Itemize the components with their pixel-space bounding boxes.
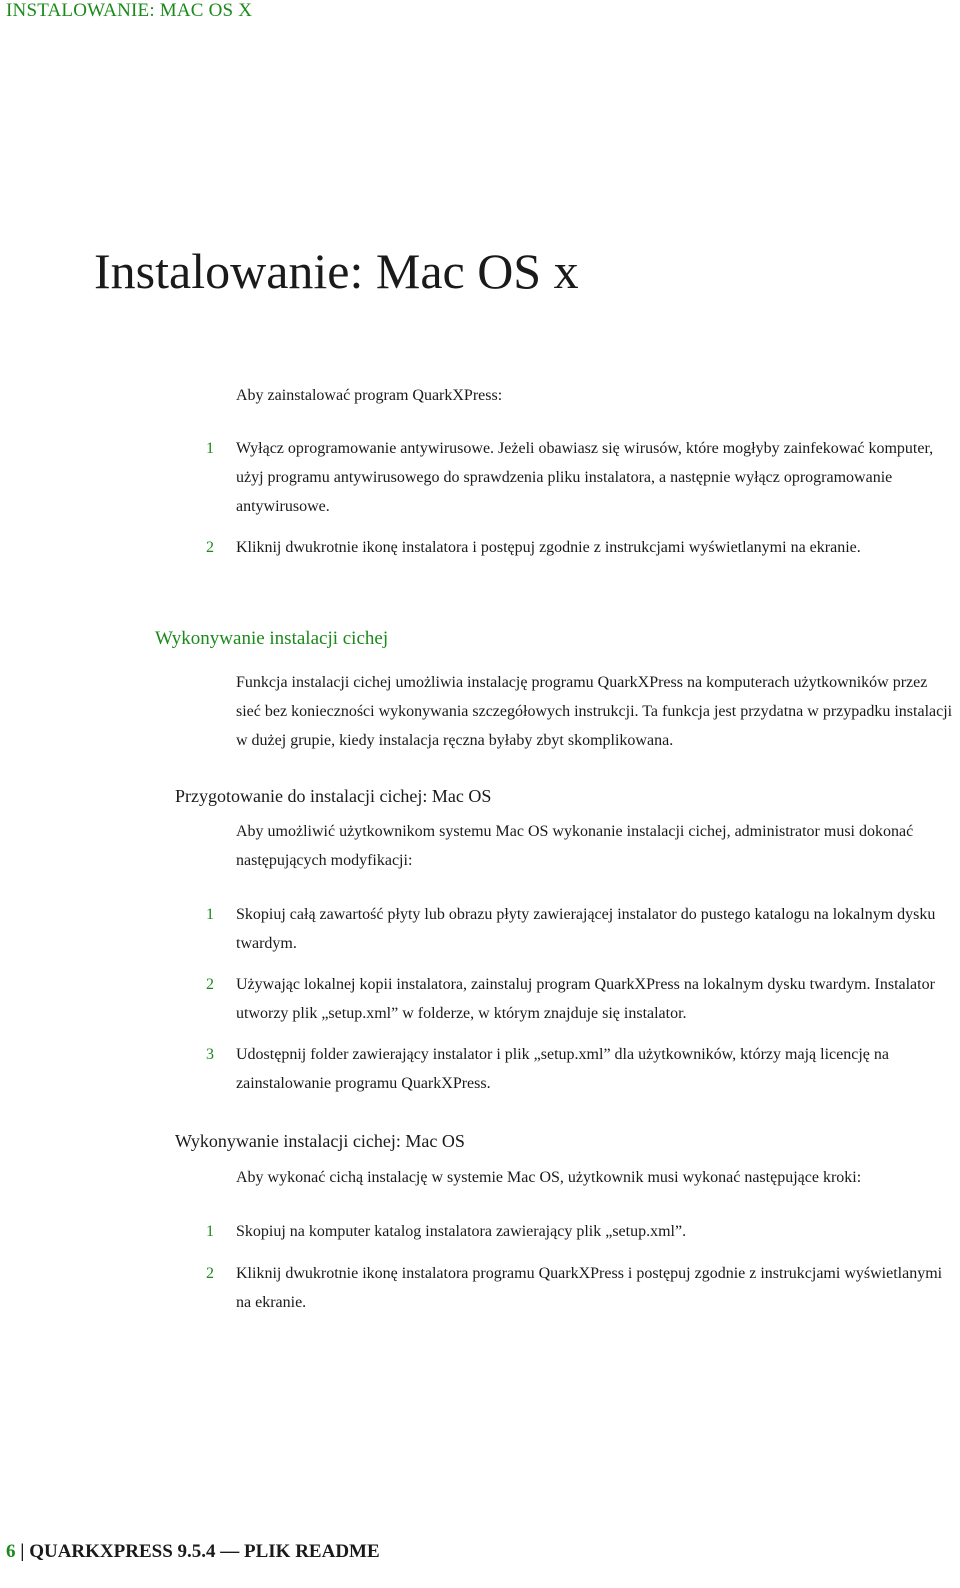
step-number: 3 [206, 1046, 214, 1063]
step-text: Kliknij dwukrotnie ikonę instalatora i postępuj zgodnie z instrukcjami wyświetlanymi na ekranie. [236, 539, 861, 556]
step-number: 2 [206, 1265, 214, 1282]
step-number: 1 [206, 1223, 214, 1240]
step-text: Kliknij dwukrotnie ikonę instalatora programu QuarkXPress i postępuj zgodnie z instrukcjami wyświetlanymi na ekranie. [236, 1265, 943, 1311]
run-step [206, 1259, 956, 1317]
prepare-step [206, 900, 956, 958]
subheading-prepare-silent-install: Przygotowanie do instalacji cichej: Mac OS [175, 786, 492, 806]
intro-paragraph: Aby zainstalować program QuarkXPress: [236, 387, 503, 404]
running-footer [6, 1541, 380, 1563]
footer-separator: | [15, 1541, 30, 1562]
prepare-step [206, 970, 956, 1028]
step-number: 2 [206, 976, 214, 993]
step-number: 2 [206, 539, 214, 556]
step-text: Wyłącz oprogramowanie antywirusowe. Jeżeli obawiasz się wirusów, które mogłyby zainfekować komputer, użyj programu antywirusowego do sprawdzenia pliku instalatora, a następnie wyłącz oprogramowanie antywirusowe. [236, 440, 934, 515]
page-number: 6 [6, 1541, 16, 1562]
step-text: Używając lokalnej kopii instalatora, zainstaluj program QuarkXPress na lokalnym dysku twardym. Instalator utworzy plik „setup.xml” w folderze, w którym znajduje się instalator. [236, 976, 935, 1022]
step-text: Skopiuj na komputer katalog instalatora zawierający plik „setup.xml”. [236, 1223, 687, 1240]
page-title: Instalowanie: Mac OS x [94, 243, 579, 299]
prepare-paragraph: Aby umożliwić użytkownikom systemu Mac OS wykonanie instalacji cichej, administrator musi dokonać następujących modyfikacji: [236, 823, 914, 869]
install-step [206, 533, 956, 562]
run-step [206, 1217, 956, 1246]
subheading-run-silent-install: Wykonywanie instalacji cichej: Mac OS [175, 1131, 465, 1151]
run-paragraph: Aby wykonać cichą instalację w systemie Mac OS, użytkownik musi wykonać następujące kroki: [236, 1169, 862, 1186]
prepare-step [206, 1040, 956, 1098]
step-text: Skopiuj całą zawartość płyty lub obrazu płyty zawierającej instalator do pustego katalogu na lokalnym dysku twardym. [236, 906, 936, 952]
footer-document-title: QUARKXPRESS 9.5.4 — PLIK README [29, 1541, 380, 1562]
silent-install-paragraph: Funkcja instalacji cichej umożliwia instalację programu QuarkXPress na komputerach użytkowników przez sieć bez konieczności wykonywania szczegółowych instrukcji. Ta funkcja jest przydatna w przypadku instalacji w dużej grupie, kiedy instalacja ręczna byłaby zbyt skomplikowana. [236, 674, 953, 749]
step-text: Udostępnij folder zawierający instalator i plik „setup.xml” dla użytkowników, którzy mają licencję na zainstalowanie programu QuarkXPress. [236, 1046, 889, 1092]
section-heading-silent-install: Wykonywanie instalacji cichej [155, 628, 389, 649]
install-step [206, 434, 956, 521]
running-header: INSTALOWANIE: MAC OS X [6, 0, 253, 21]
step-number: 1 [206, 906, 214, 923]
step-number: 1 [206, 440, 214, 457]
